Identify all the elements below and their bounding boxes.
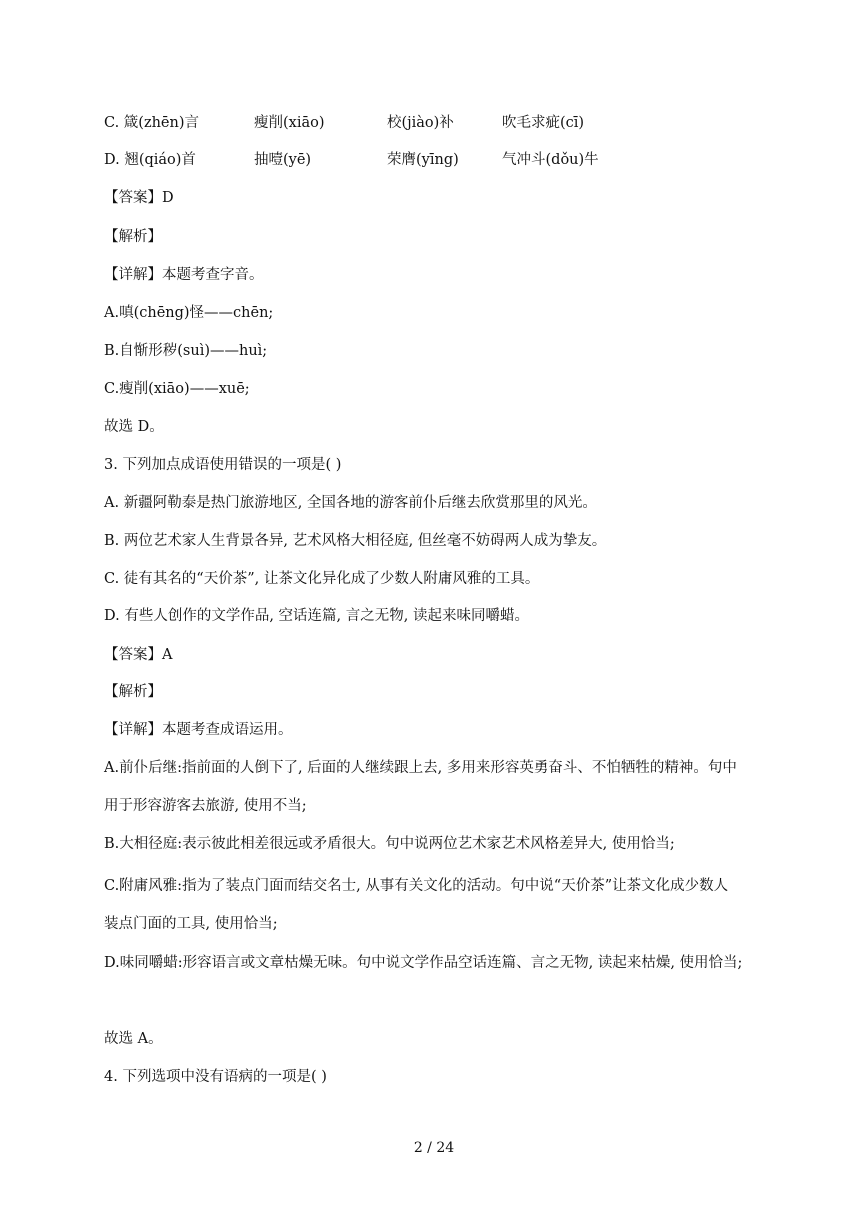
q3-detail: 【详解】本题考查成语运用。 <box>104 722 293 738</box>
q3-option-d: D. 有些人创作的文学作品, 空话连篇, 言之无物, 读起来味同嚼蜡。 <box>104 608 529 624</box>
q3-option-b: B. 两位艺术家人生背景各异, 艺术风格大相径庭, 但丝毫不妨碍两人成为挚友。 <box>104 533 607 549</box>
q4-stem: 4. 下列选项中没有语病的一项是( ) <box>104 1069 327 1085</box>
option-c-item-4: 吹毛求疵(cī) <box>502 115 585 131</box>
option-d-item-1: D. 翘(qiáo)首 <box>104 152 196 168</box>
q2-explanation-a: A.嗔(chēng)怪——chēn; <box>104 305 274 321</box>
option-c-item-3: 校(jiào)补 <box>387 115 454 131</box>
q3-conclusion: 故选 A。 <box>104 1031 163 1047</box>
q2-answer: 【答案】D <box>104 190 174 206</box>
q2-explanation-b: B.自惭形秽(suì)——huì; <box>104 343 268 359</box>
q3-option-c: C. 徒有其名的“天价茶”, 让茶文化异化成了少数人附庸风雅的工具。 <box>104 571 540 587</box>
q3-explanation-c-line1: C.附庸风雅:指为了装点门面而结交名士, 从事有关文化的活动。句中说“天价茶”让茶文化成少数人 <box>104 878 729 894</box>
q3-explanation-b: B.大相径庭:表示彼此相差很远或矛盾很大。句中说两位艺术家艺术风格差异大, 使用恰当; <box>104 836 675 852</box>
option-c-item-2: 瘦削(xiāo) <box>254 115 325 131</box>
option-d-item-3: 荣膺(yīng) <box>387 152 459 168</box>
q2-conclusion: 故选 D。 <box>104 419 164 435</box>
option-d-item-4: 气冲斗(dǒu)牛 <box>502 152 599 168</box>
q3-explanation-d: D.味同嚼蜡:形容语言或文章枯燥无味。句中说文学作品空话连篇、言之无物, 读起来枯燥, 使用恰当; <box>104 955 743 971</box>
q3-explanation-a-line2: 用于形容游客去旅游, 使用不当; <box>104 798 307 814</box>
q2-analysis-label: 【解析】 <box>104 229 162 245</box>
q3-option-a: A. 新疆阿勒泰是热门旅游地区, 全国各地的游客前仆后继去欣赏那里的风光。 <box>104 495 597 511</box>
page-number: 2 / 24 <box>413 1140 455 1156</box>
q3-answer: 【答案】A <box>104 647 173 663</box>
q3-analysis-label: 【解析】 <box>104 684 162 700</box>
q2-explanation-c: C.瘦削(xiāo)——xuē; <box>104 381 250 397</box>
q3-stem: 3. 下列加点成语使用错误的一项是( ) <box>104 457 342 473</box>
q3-explanation-c-line2: 装点门面的工具, 使用恰当; <box>104 916 278 932</box>
option-c-item-1: C. 箴(zhēn)言 <box>104 115 200 131</box>
option-d-item-2: 抽噎(yē) <box>254 152 312 168</box>
q2-detail: 【详解】本题考查字音。 <box>104 267 264 283</box>
q3-explanation-a-line1: A.前仆后继:指前面的人倒下了, 后面的人继续跟上去, 多用来形容英勇奋斗、不怕牺牲的精神。句中 <box>104 760 737 776</box>
